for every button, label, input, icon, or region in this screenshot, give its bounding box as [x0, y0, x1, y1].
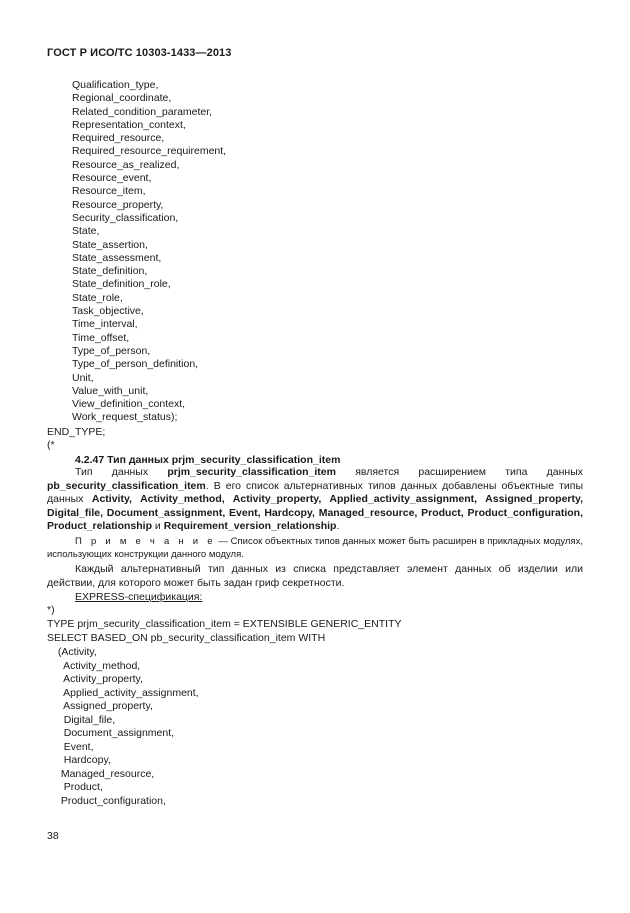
- list-item: Assigned_property,: [55, 700, 153, 712]
- select-declaration: SELECT BASED_ON pb_security_classification_item WITH: [47, 632, 326, 644]
- list-item: Security_classification,: [72, 211, 179, 224]
- note-block: [47, 536, 583, 561]
- para1-bold-4: Requirement_version_relationship: [163, 520, 337, 532]
- paragraph-alternatives: [47, 563, 583, 590]
- list-item: Digital_file,: [55, 713, 116, 726]
- list-item: Activity_method,: [55, 659, 141, 672]
- end-type-block: [47, 426, 105, 453]
- list-item: Related_condition_parameter,: [72, 105, 213, 118]
- list-item: Document_assignment,: [55, 727, 175, 739]
- list-item: Type_of_person,: [72, 344, 151, 357]
- list-item: State_assessment,: [72, 251, 162, 264]
- entity-list: [72, 79, 226, 425]
- para1-text-5: .: [336, 520, 340, 532]
- list-item: Required_resource_requirement,: [72, 145, 227, 158]
- list-item: (Activity,: [55, 646, 97, 658]
- comment-open: (*: [47, 439, 55, 452]
- list-item: Applied_activity_assignment,: [55, 686, 199, 699]
- para1-bold-2: pb_security_classification_item: [47, 479, 206, 492]
- note-label: П р и м е ч а н и е: [75, 536, 216, 547]
- paragraph-description: [47, 466, 583, 534]
- list-item: Resource_item,: [72, 185, 146, 198]
- note-text: — Список объектных типов данных может быть расширен в прикладных модулях, использующих конструкции данного модуля.: [47, 536, 583, 560]
- section-title: 4.2.47 Тип данных prjm_security_classification_item: [75, 454, 341, 466]
- list-item: Activity_property,: [55, 673, 143, 685]
- list-item: Task_objective,: [72, 305, 144, 318]
- list-item: Managed_resource,: [55, 767, 155, 780]
- list-item: Time_interval,: [72, 318, 138, 331]
- list-item: State,: [72, 225, 100, 238]
- list-item: Qualification_type,: [72, 79, 159, 91]
- para1-text-3: . В его список альтернативных типов данных добавлены объектные типы данных: [47, 479, 583, 505]
- list-item: State_assertion,: [72, 238, 148, 251]
- list-item: Resource_as_realized,: [72, 158, 180, 171]
- list-item: Product,: [55, 781, 103, 793]
- comment-close: *): [47, 604, 55, 616]
- list-item: Type_of_person_definition,: [72, 358, 199, 371]
- list-item: Product_configuration,: [55, 794, 166, 807]
- list-item: Resource_event,: [72, 172, 152, 185]
- para1-bold-1: prjm_security_classification_item: [167, 466, 336, 478]
- para1-text-1: Тип данных: [75, 466, 168, 478]
- list-item: Required_resource,: [72, 132, 165, 145]
- list-item: Unit,: [72, 371, 94, 384]
- para2-text: Каждый альтернативный тип данных из списка представляет элемент данных об изделии или действии, для которого может быть задан гриф секретности.: [47, 563, 583, 589]
- list-item: View_definition_context,: [72, 398, 186, 411]
- list-item: Value_with_unit,: [72, 384, 149, 397]
- list-item: Representation_context,: [72, 118, 186, 131]
- para1-text-4: и: [152, 520, 164, 532]
- list-item: Resource_property,: [72, 198, 164, 211]
- list-item: Hardcopy,: [55, 754, 111, 766]
- express-label: EXPRESS-спецификация:: [75, 591, 203, 603]
- list-item: Regional_coordinate,: [72, 92, 172, 105]
- para1-bold-3: Activity, Activity_method, Activity_property, Applied_activity_assignment, Assigned_property, Digital_file, Document_assignment, Event, Hardcopy, Managed_resource, Product, Product_configuration, Product_relationship: [47, 493, 583, 532]
- list-item: Work_request_status);: [72, 411, 178, 424]
- list-item: State_role,: [72, 291, 123, 304]
- document-header: ГОСТ Р ИСО/ТС 10303-1433—2013: [47, 47, 232, 59]
- type-declaration: TYPE prjm_security_classification_item = EXTENSIBLE GENERIC_ENTITY: [47, 618, 402, 630]
- list-item: Time_offset,: [72, 331, 130, 344]
- select-list: [55, 646, 199, 808]
- end-type: END_TYPE;: [47, 426, 106, 438]
- list-item: State_definition_role,: [72, 278, 171, 291]
- page-number: 38: [47, 830, 59, 842]
- para1-text-2: является расширением типа данных: [335, 466, 583, 478]
- list-item: Event,: [55, 740, 94, 753]
- list-item: State_definition,: [72, 265, 148, 278]
